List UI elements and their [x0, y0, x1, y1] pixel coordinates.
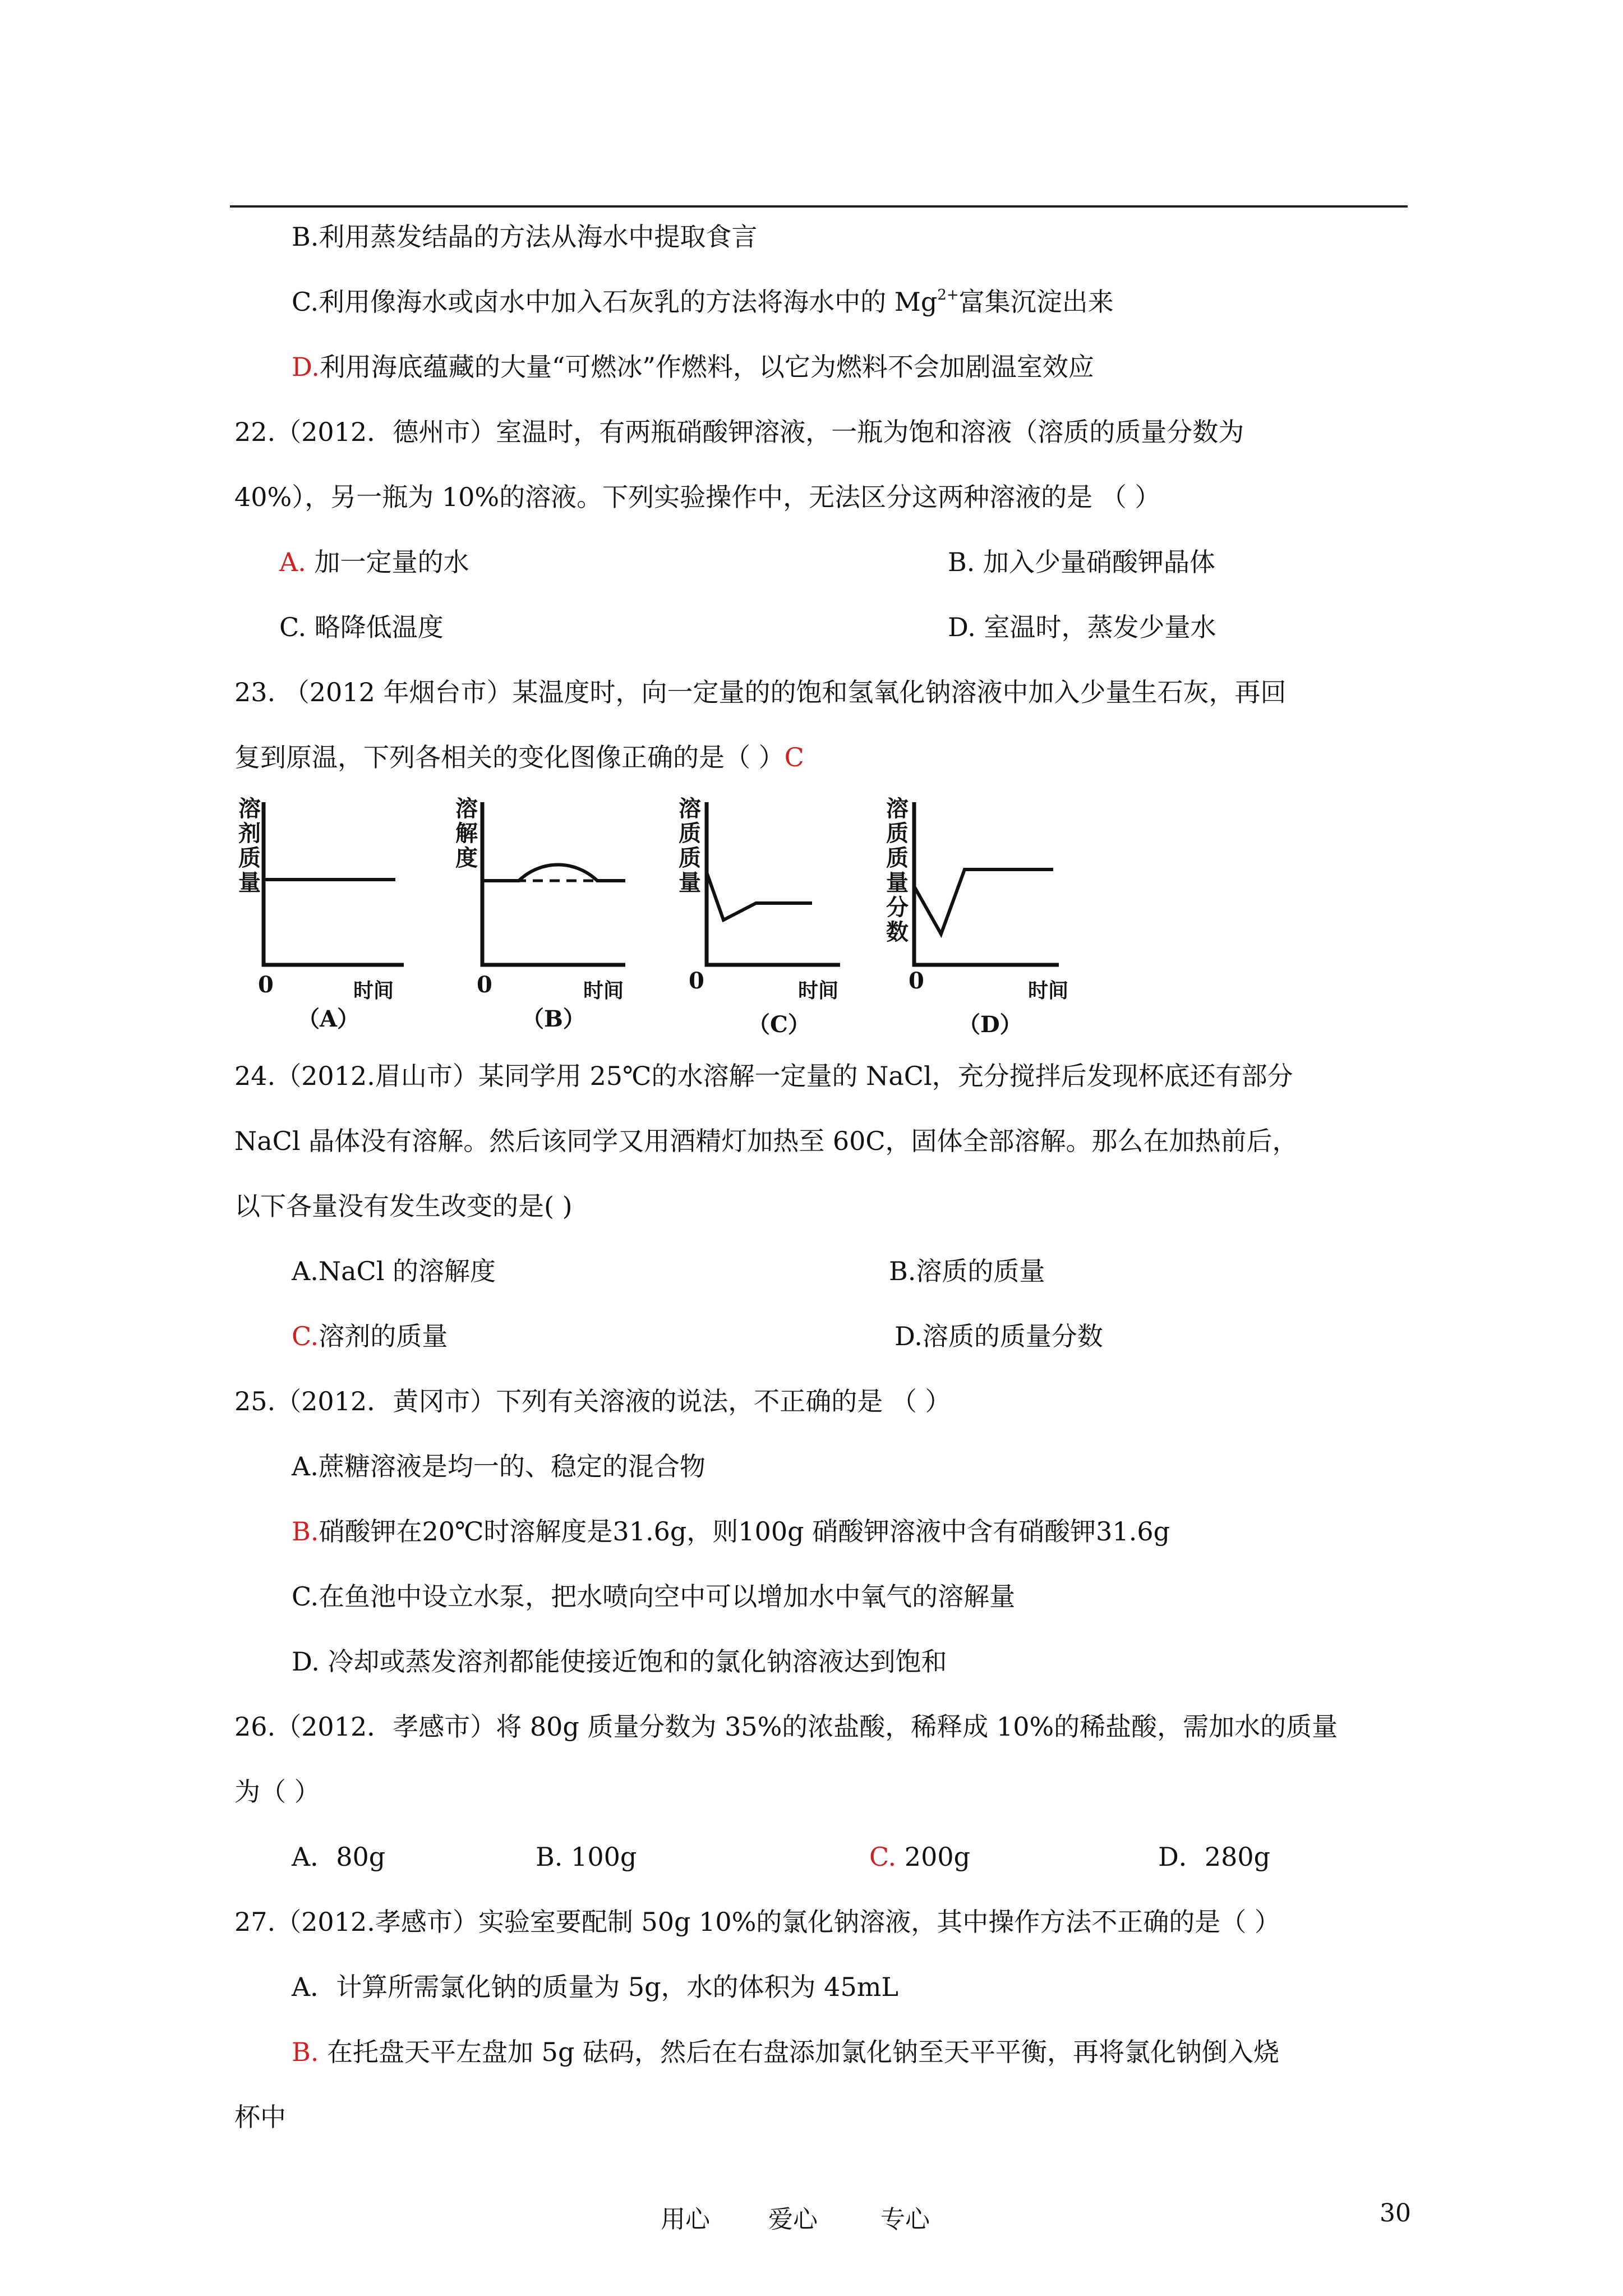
question-27: 27.（2012.孝感市）实验室要配制 50g 10%的氯化钠溶液，其中操作方法不正确的是（ ） [234, 1907, 1280, 1937]
graph-d [879, 795, 1070, 1038]
question-24-line2: NaCl 晶体没有溶解。然后该同学又用酒精灯加热至 60C，固体全部溶解。那么在加热前后， [234, 1126, 1298, 1156]
answer-mark: C [784, 742, 804, 772]
answer-mark: C. [869, 1842, 897, 1872]
question-24-line3: 以下各量没有发生改变的是( ) [234, 1191, 573, 1221]
option-25-a: A.蔗糖溶液是均一的、稳定的混合物 [292, 1451, 706, 1481]
option-26-b: B. 100g [536, 1842, 637, 1872]
footer-text-3: 专心 [880, 2205, 930, 2234]
option-24-b: B.溶质的质量 [889, 1256, 1045, 1286]
page-number: 30 [1380, 2199, 1411, 2228]
option-24-d: D.溶质的质量分数 [895, 1321, 1103, 1351]
option-27-a: A．计算所需氯化钠的质量为 5g，水的体积为 45mL [292, 1972, 898, 2002]
option-24-a: A.NaCl 的溶解度 [292, 1256, 496, 1286]
graph-c-ylabel: 溶质质量 [679, 795, 701, 896]
graph-d-origin: 0 [909, 968, 924, 994]
graph-b [455, 795, 637, 1032]
graph-a-xlabel: 时间 [353, 979, 394, 1002]
answer-mark: A. [279, 547, 306, 577]
graph-b-plot [457, 797, 637, 987]
graph-b-axes [482, 802, 625, 965]
question-23-line1: 23. （2012 年烟台市）某温度时，向一定量的的饱和氢氧化钠溶液中加入少量生石灰，再回 [234, 677, 1287, 707]
answer-mark: C. [292, 1321, 319, 1351]
question-26-line1: 26.（2012．孝感市）将 80g 质量分数为 35%的浓盐酸，稀释成 10%的稀盐酸，需加水的质量 [234, 1711, 1338, 1742]
graph-b-curve [482, 865, 625, 881]
question-22-line1: 22.（2012．德州市）室温时，有两瓶硝酸钾溶液，一瓶为饱和溶液（溶质的质量分数为 [234, 417, 1244, 447]
graph-a-caption: （A） [297, 1006, 360, 1032]
option-22-b: B. 加入少量硝酸钾晶体 [948, 547, 1216, 577]
graph-a-ylabel: 溶剂质量 [238, 795, 261, 896]
graph-d-caption: （D） [958, 1011, 1022, 1038]
question-23-line2: 复到原温，下列各相关的变化图像正确的是（ ）C [234, 742, 804, 772]
answer-mark: B. [292, 1516, 319, 1547]
option-25-d: D. 冷却或蒸发溶剂都能使接近饱和的氯化钠溶液达到饱和 [292, 1646, 947, 1677]
option-25-b: B.硝酸钾在20℃时溶解度是31.6g，则100g 硝酸钾溶液中含有硝酸钾31.6g [292, 1516, 1170, 1547]
graph-a-axes [264, 802, 404, 965]
question-22-line2: 40%），另一瓶为 10%的溶液。下列实验操作中，无法区分这两种溶液的是 （ ） [234, 482, 1161, 512]
option-27-b: B. 在托盘天平左盘加 5g 砝码，然后在右盘添加氯化钠至天平平衡，再将氯化钠倒入烧 [292, 2037, 1280, 2067]
graph-c-caption: （C） [748, 1011, 810, 1038]
option-26-c: C. 200g [869, 1842, 971, 1872]
graph-d-ylabel: 溶质质量分数 [886, 795, 909, 945]
answer-mark: D. [292, 352, 320, 382]
option-24-c: C.溶剂的质量 [292, 1321, 448, 1351]
option-26-d: D．280g [1158, 1842, 1271, 1872]
graph-a-origin: 0 [258, 972, 274, 998]
graph-a [238, 795, 409, 1032]
question-26-line2: 为（ ） [234, 1777, 320, 1807]
option-21-c: C.利用像海水或卤水中加入石灰乳的方法将海水中的 $Mg^{2+}$富集沉淀出来 [292, 286, 1114, 317]
footer-text-2: 爱心 [768, 2205, 818, 2234]
option-22-a: A. 加一定量的水 [279, 547, 469, 577]
option-26-a: A．80g [292, 1842, 386, 1872]
graph-c-xlabel: 时间 [798, 979, 839, 1002]
option-27-b-continued: 杯中 [234, 2102, 286, 2132]
graph-c-curve [707, 872, 812, 920]
question-24-line1: 24.（2012.眉山市）某同学用 25℃的水溶解一定量的 NaCl，充分搅拌后发现杯底还有部分 [234, 1061, 1293, 1091]
graph-c-axes [707, 802, 840, 965]
header-rule [230, 205, 1408, 208]
graph-d-axes [914, 802, 1059, 965]
graph-d-xlabel: 时间 [1028, 979, 1069, 1002]
graph-c [672, 795, 851, 1038]
graph-b-ylabel: 溶解度 [455, 795, 478, 871]
graph-d-curve [914, 869, 1053, 934]
answer-mark: B. [292, 2037, 319, 2067]
option-25-c: C.在鱼池中设立水泵，把水喷向空中可以增加水中氧气的溶解量 [292, 1581, 1016, 1612]
question-25: 25.（2012．黄冈市）下列有关溶液的说法，不正确的是 （ ） [234, 1386, 951, 1416]
option-22-c: C. 略降低温度 [279, 612, 444, 642]
option-22-d: D. 室温时，蒸发少量水 [948, 612, 1216, 642]
graph-b-origin: 0 [477, 972, 492, 998]
footer-text-1: 用心 [661, 2205, 710, 2234]
graph-b-caption: （B） [522, 1006, 585, 1032]
graph-b-xlabel: 时间 [583, 979, 624, 1002]
option-21-d: D.利用海底蕴藏的大量“可燃冰”作燃料，以它为燃料不会加剧温室效应 [292, 352, 1094, 382]
option-21-b: B.利用蒸发结晶的方法从海水中提取食言 [292, 222, 758, 252]
graph-a-plot [241, 797, 409, 987]
graph-c-origin: 0 [689, 968, 704, 994]
